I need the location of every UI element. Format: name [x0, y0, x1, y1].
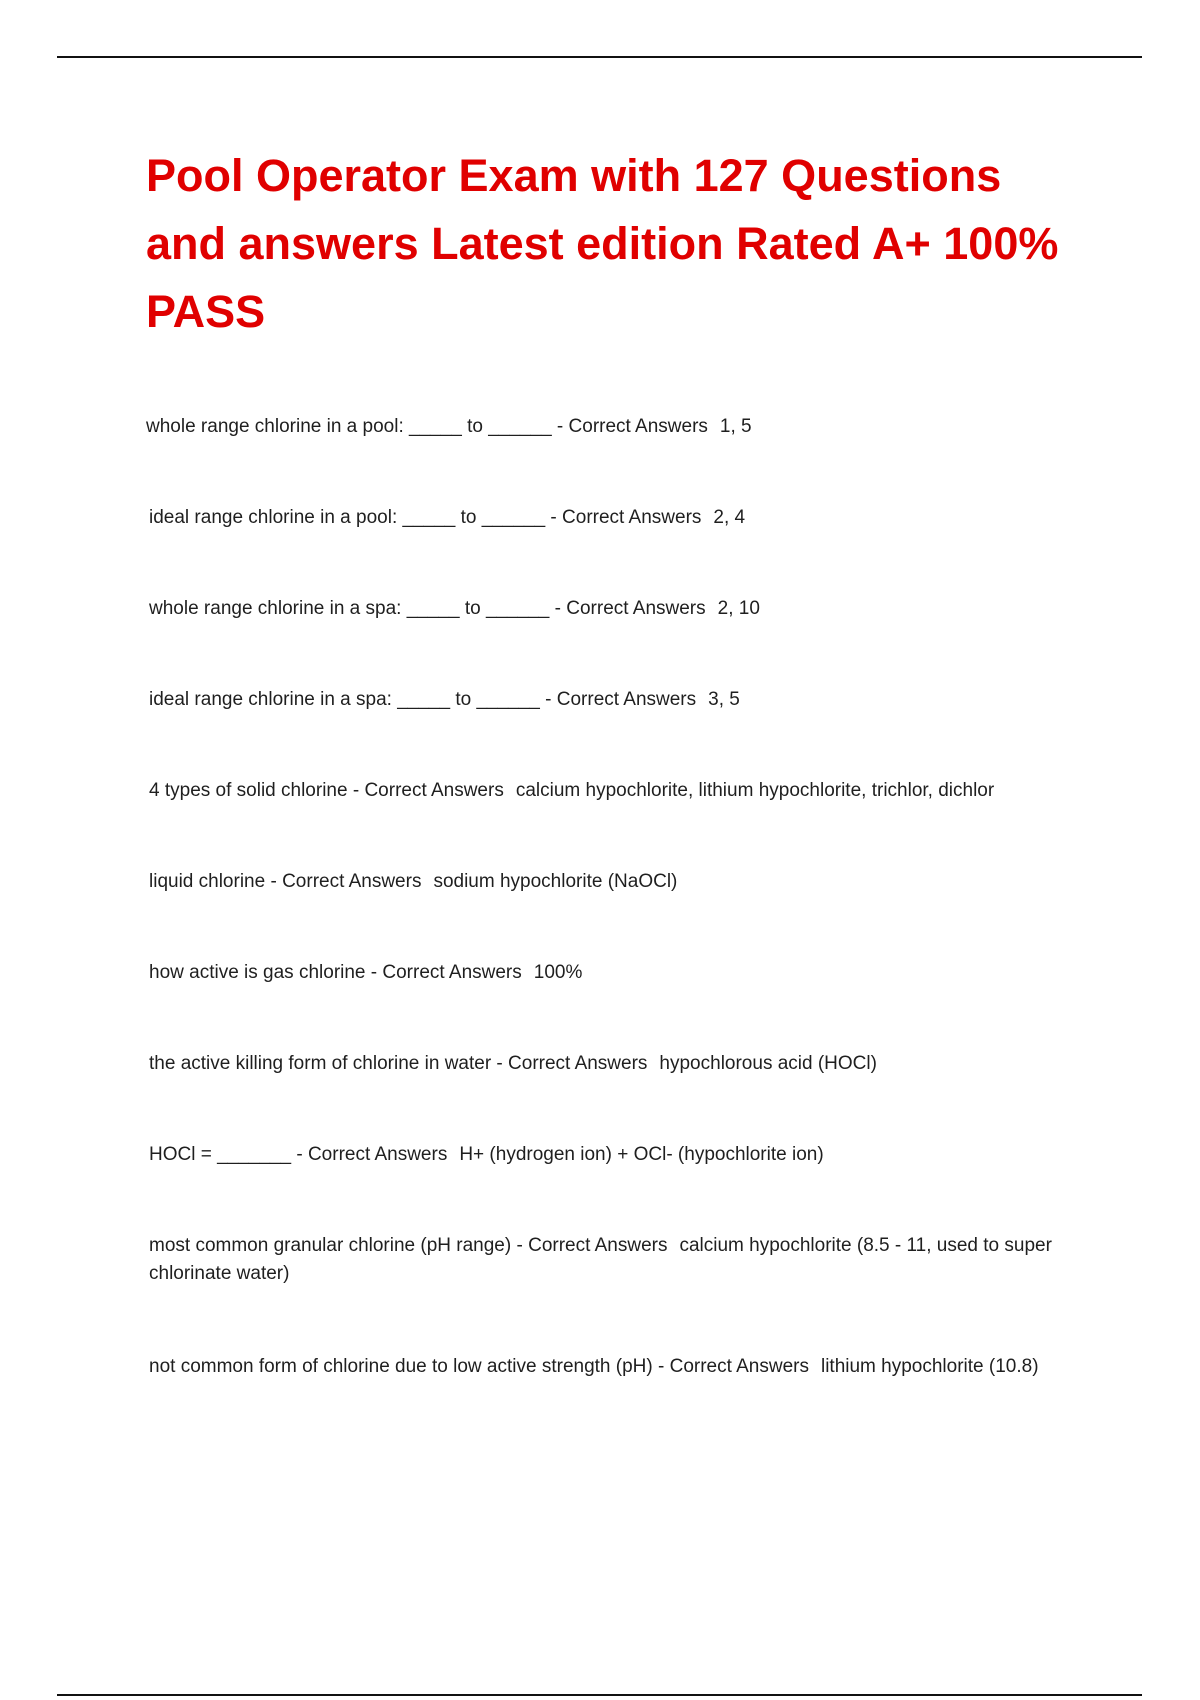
question-text: 4 types of solid chlorine -	[149, 780, 365, 801]
question-text: ideal range chlorine in a spa: _____ to ______ -	[149, 689, 557, 710]
qa-item	[149, 1353, 1069, 1381]
answer-label: Correct Answers	[528, 1235, 668, 1256]
qa-item	[149, 595, 1069, 623]
question-text: the active killing form of chlorine in water -	[149, 1053, 509, 1074]
question-text: liquid chlorine -	[149, 871, 283, 892]
answer-text: H+ (hydrogen ion) + OCl- (hypochlorite ion)	[459, 1144, 824, 1165]
question-text: whole range chlorine in a spa: _____ to ______ -	[149, 598, 567, 619]
answer-text: calcium hypochlorite (8.5 - 11, used to super chlorinate water)	[149, 1235, 1058, 1284]
question-text: most common granular chlorine (pH range) -	[149, 1235, 529, 1256]
answer-label: Correct Answers	[508, 1053, 648, 1074]
qa-item	[149, 959, 1069, 987]
qa-item	[149, 686, 1069, 714]
answer-text: hypochlorous acid (HOCl)	[659, 1053, 877, 1074]
qa-item	[149, 1141, 1069, 1169]
answer-text: calcium hypochlorite, lithium hypochlorite, trichlor, dichlor	[515, 780, 995, 801]
answer-label: Correct Answers	[364, 780, 504, 801]
document-title: Pool Operator Exam with 127 Questions and answers Latest edition Rated A+ 100% PASS	[146, 150, 1059, 337]
question-text: HOCl = _______ -	[149, 1144, 308, 1165]
answer-label: Correct Answers	[562, 507, 702, 528]
bottom-rule	[57, 1694, 1142, 1696]
answer-text: 1, 5	[719, 416, 752, 437]
answer-label: Correct Answers	[307, 1144, 448, 1165]
qa-item	[149, 1232, 1069, 1288]
qa-item	[149, 777, 1069, 805]
answer-label: Correct Answers	[556, 689, 697, 710]
answer-text: 2, 4	[713, 507, 746, 528]
qa-item	[149, 868, 1069, 896]
answer-text: 3, 5	[708, 689, 740, 710]
question-text: not common form of chlorine due to low active strength (pH) -	[149, 1356, 670, 1377]
question-text: how active is gas chlorine -	[149, 962, 383, 983]
answer-text: sodium hypochlorite (NaOCl)	[433, 871, 678, 892]
answer-text: 2, 10	[717, 598, 760, 619]
qa-item	[149, 504, 1069, 532]
question-text: whole range chlorine in a pool: _____ to ______ -	[146, 416, 569, 437]
answer-label: Correct Answers	[382, 962, 522, 983]
answer-label: Correct Answers	[566, 598, 706, 619]
answer-label: Correct Answers	[669, 1356, 809, 1377]
answer-label: Correct Answers	[568, 416, 708, 437]
qa-item	[149, 1050, 1069, 1078]
answer-text: lithium hypochlorite (10.8)	[820, 1356, 1039, 1377]
answer-text: 100%	[533, 962, 583, 983]
qa-item	[146, 413, 1066, 441]
answer-label: Correct Answers	[282, 871, 422, 892]
question-text: ideal range chlorine in a pool: _____ to ______ -	[149, 507, 563, 528]
